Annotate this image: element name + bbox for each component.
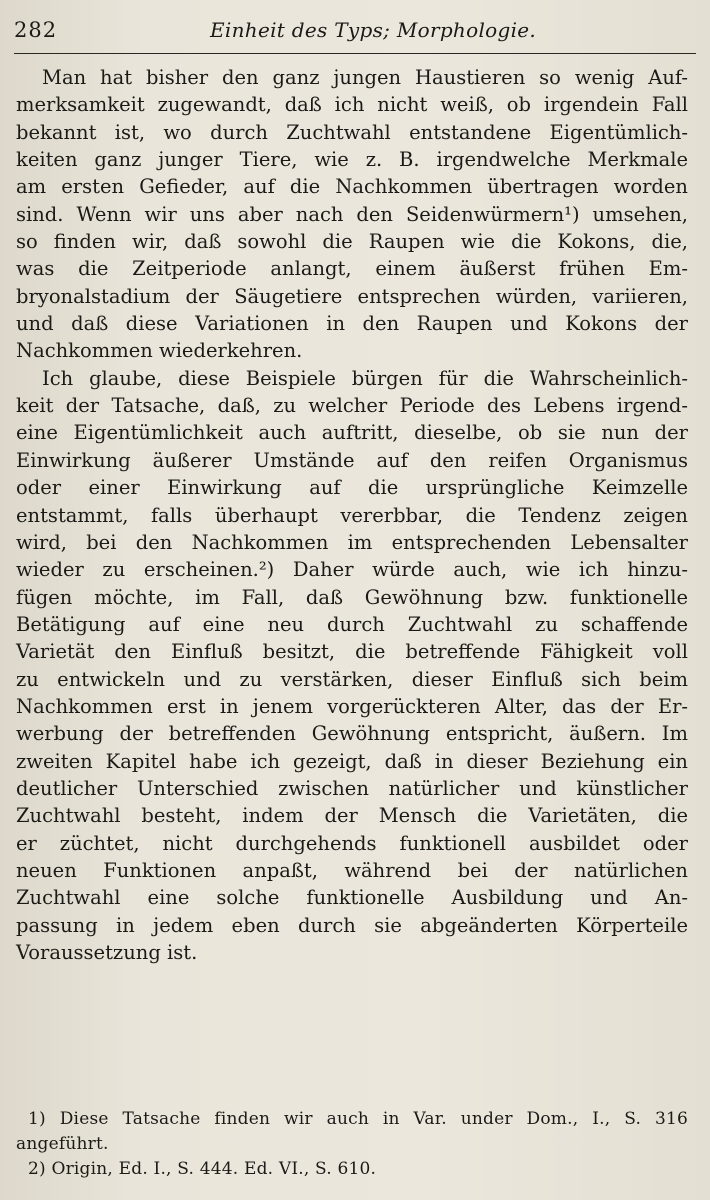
text-line: keit der Tatsache, daß, zu welcher Periode des Lebens irgend- (16, 394, 688, 418)
text-line: oder einer Einwirkung auf die ursprüngliche Keimzelle (16, 476, 688, 500)
text-line: zweiten Kapitel habe ich gezeigt, daß in dieser Beziehung ein (16, 749, 688, 773)
text-line: wieder zu erscheinen.²) Daher würde auch, wie ich hinzu- (16, 558, 688, 582)
text-line: deutlicher Unterschied zwischen natürlicher und künstlicher (16, 776, 688, 800)
text-line: Varietät den Einfluß besitzt, die betreffende Fähigkeit voll (16, 640, 688, 664)
text-line: eine Eigentümlichkeit auch auftritt, dieselbe, ob sie nun der (16, 421, 688, 445)
text-line: bryonalstadium der Säugetiere entsprechen würden, variieren, (16, 284, 688, 308)
footnote-line: angeführt. (16, 1134, 109, 1154)
running-head: Einheit des Typs; Morphologie. (210, 18, 537, 42)
text-line: am ersten Gefieder, auf die Nachkommen übertragen worden (16, 175, 688, 199)
footnotes (16, 1107, 688, 1182)
text-line: so finden wir, daß sowohl die Raupen wie die Kokons, die, (16, 230, 688, 254)
text-line: wird, bei den Nachkommen im entsprechenden Lebensalter (16, 530, 688, 554)
text-line: Man hat bisher den ganz jungen Haustieren so wenig Auf- (42, 66, 688, 89)
text-line: Voraussetzung ist. (16, 941, 198, 964)
text-line: Nachkommen erst in jenem vorgerückteren Alter, das der Er- (16, 694, 688, 718)
text-line: Einwirkung äußerer Umstände auf den reifen Organismus (16, 448, 688, 472)
text-line: keiten ganz junger Tiere, wie z. B. irgendwelche Merkmale (16, 148, 688, 172)
text-line: bekannt ist, wo durch Zuchtwahl entstandene Eigentümlich- (16, 120, 688, 144)
text-line: er züchtet, nicht durchgehends funktionell ausbildet oder (16, 831, 688, 855)
text-line: Zuchtwahl eine solche funktionelle Ausbildung und An- (16, 886, 688, 910)
page-header (14, 18, 696, 50)
text-line: was die Zeitperiode anlangt, einem äußerst frühen Em- (16, 257, 688, 281)
text-line: merksamkeit zugewandt, daß ich nicht weiß, ob irgendein Fall (16, 93, 688, 117)
text-line: passung in jedem eben durch sie abgeänderten Körperteile (16, 913, 688, 937)
text-line: fügen möchte, im Fall, daß Gewöhnung bzw. funktionelle (16, 585, 688, 609)
footnote-line: 1) Diese Tatsache finden wir auch in Var. under Dom., I., S. 316 (28, 1109, 688, 1129)
text-line: sind. Wenn wir uns aber nach den Seidenwürmern¹) umsehen, (16, 202, 688, 226)
page-number: 282 (14, 18, 58, 42)
text-line: werbung der betreffenden Gewöhnung entspricht, äußern. Im (16, 722, 688, 746)
text-line: zu entwickeln und zu verstärken, dieser Einfluß sich beim (16, 667, 688, 691)
text-line: neuen Funktionen anpaßt, während bei der natürlichen (16, 858, 688, 882)
text-line: Ich glaube, diese Beispiele bürgen für die Wahrscheinlich- (42, 366, 688, 390)
text-line: und daß diese Variationen in den Raupen und Kokons der (16, 312, 688, 336)
text-line: Nachkommen wiederkehren. (16, 339, 303, 363)
text-line: entstammt, falls überhaupt vererbbar, die Tendenz zeigen (16, 503, 688, 527)
text-line: Betätigung auf eine neu durch Zuchtwahl zu schaffende (16, 612, 688, 636)
header-rule (14, 53, 696, 54)
footnote-line: 2) Origin, Ed. I., S. 444. Ed. VI., S. 610. (28, 1159, 377, 1179)
text-line: Zuchtwahl besteht, indem der Mensch die Varietäten, die (16, 804, 688, 828)
body-text (16, 64, 688, 966)
